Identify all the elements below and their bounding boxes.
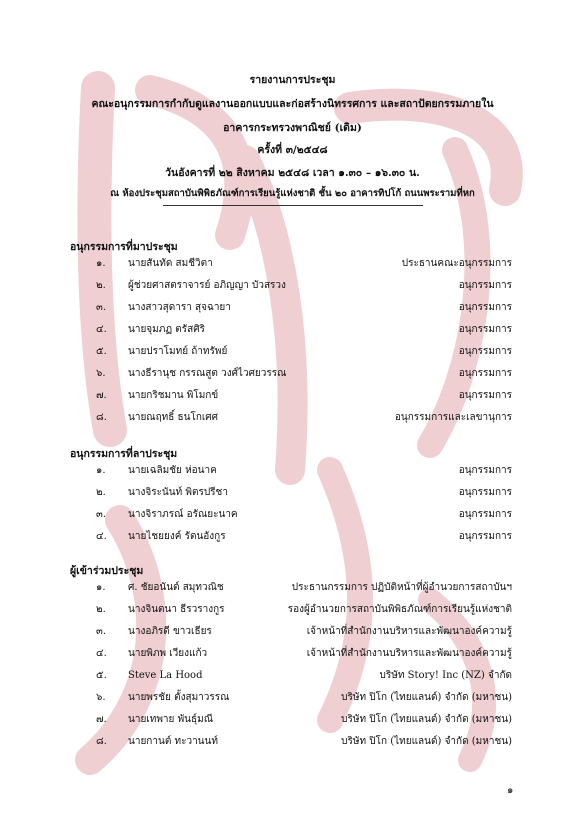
item-number: ๖. [96, 368, 106, 379]
section-heading-present: อนุกรรมการที่มาประชุม [70, 241, 178, 253]
member-name: นางธีรานุช กรรณสูต วงศ์ไวศยวรรณ [128, 368, 287, 379]
member-role: อนุกรรมการ [458, 487, 512, 498]
member-role: อนุกรรมการ [458, 390, 512, 401]
page-number: ๑ [507, 785, 514, 796]
item-number: ๕. [96, 346, 107, 357]
member-role: อนุกรรมการ [458, 302, 512, 313]
member-role: เจ้าหน้าที่สำนักงานบริหารและพัฒนาองค์ความรู้ [306, 648, 512, 659]
member-name: นายปราโมทย์ ถ้าทรัพย์ [128, 346, 228, 357]
member-name: นายเทพาย พันธุ์มณี [128, 714, 213, 725]
member-role: อนุกรรมการ [458, 368, 512, 379]
item-number: ๓. [96, 626, 107, 637]
list-item [70, 646, 512, 662]
member-role: บริษัท ปิโก (ไทยแลนด์) จำกัด (มหาชน) [341, 692, 512, 703]
member-role: อนุกรรมการ [458, 509, 512, 520]
list-item [70, 344, 512, 360]
item-number: ๔. [96, 531, 107, 542]
header-divider [163, 205, 423, 206]
item-number: ๕. [96, 670, 107, 681]
item-number: ๑. [96, 258, 106, 269]
item-number: ๑. [96, 582, 106, 593]
list-item [70, 734, 512, 750]
item-number: ๘. [96, 412, 107, 423]
member-name: นายไชยยงค์ รัตนอังกูร [128, 531, 226, 542]
member-name: นายพรชัย ตั้งสุมาวรรณ [128, 692, 230, 703]
item-number: ๒. [96, 487, 106, 498]
member-name: Steve La Hood [128, 670, 203, 681]
list-item [70, 712, 512, 728]
list-item [70, 463, 512, 479]
member-role: อนุกรรมการ [458, 324, 512, 335]
list-item [70, 485, 512, 501]
member-role: ประธานคณะอนุกรรมการ [401, 258, 512, 269]
item-number: ๗. [96, 390, 107, 401]
list-item [70, 624, 512, 640]
list-item [70, 366, 512, 382]
item-number: ๑. [96, 465, 106, 476]
list-item [70, 410, 512, 426]
meeting-venue: ณ ห้องประชุมสถาบันพิพิธภัณฑ์การเรียนรู้แห่งชาติ ชั้น ๒๐ อาคารทิปโก้ ถนนพระรามที่หก [110, 188, 475, 199]
list-item [70, 668, 512, 684]
list-item [70, 690, 512, 706]
member-role: ประธานกรรมการ ปฏิบัติหน้าที่ผู้อำนวยการสถาบันฯ [291, 582, 512, 593]
building-name: อาคารกระทรวงพาณิชย์ (เดิม) [223, 122, 362, 134]
list-item [70, 580, 512, 596]
list-item [70, 278, 512, 294]
committee-name: คณะอนุกรรมการกำกับดูแลงานออกแบบและก่อสร้างนิทรรศการ และสถาปัตยกรรมภายใน [91, 98, 494, 110]
member-name: นายสันทัด สมชีวิตา [128, 258, 213, 269]
member-role: บริษัท Story! Inc (NZ) จำกัด [379, 670, 512, 681]
list-item [70, 322, 512, 338]
item-number: ๔. [96, 648, 107, 659]
member-name: นางสาวสุดารา สุจฉายา [128, 302, 231, 313]
member-name: นายจุมภฏ ตรัสศิริ [128, 324, 205, 335]
member-role: บริษัท ปิโก (ไทยแลนด์) จำกัด (มหาชน) [341, 736, 512, 747]
member-name: นายพิภพ เวียงแก้ว [128, 648, 208, 659]
item-number: ๓. [96, 302, 107, 313]
member-role: อนุกรรมการ [458, 346, 512, 357]
meeting-datetime: วันอังคารที่ ๒๒ สิงหาคม ๒๕๔๘ เวลา ๑.๓๐ – ๑๖.๓๐ น. [165, 167, 420, 179]
item-number: ๖. [96, 692, 106, 703]
member-name: นางจินตนา ธีรวรางกูร [128, 604, 225, 615]
member-name: นายกริชมาน พิโมกข์ [128, 390, 219, 401]
list-item [70, 602, 512, 618]
list-item [70, 529, 512, 545]
item-number: ๒. [96, 280, 106, 291]
list-item [70, 507, 512, 523]
member-name: ผู้ช่วยศาสตราจารย์ อภิญญา บัวสรวง [128, 280, 286, 291]
section-heading-attendees: ผู้เข้าร่วมประชุม [70, 565, 144, 577]
member-role: อนุกรรมการ [458, 465, 512, 476]
item-number: ๓. [96, 509, 107, 520]
member-name: นายเฉลิมชัย ห่อนาค [128, 465, 217, 476]
doc-title: รายงานการประชุม [249, 74, 336, 86]
member-name: นายกานต์ ทะวานนท์ [128, 736, 218, 747]
member-name: นางจิระนันท์ พิตรปรีชา [128, 487, 228, 498]
list-item [70, 300, 512, 316]
list-item [70, 388, 512, 404]
member-name: นางจิราภรณ์ อรัณยะนาค [128, 509, 238, 520]
item-number: ๗. [96, 714, 107, 725]
item-number: ๔. [96, 324, 107, 335]
section-heading-absent: อนุกรรมการที่ลาประชุม [70, 448, 178, 460]
member-name: ศ. ชัยอนันต์ สมุทวณิช [128, 582, 224, 593]
session-number: ครั้งที่ ๓/๒๕๔๘ [257, 144, 328, 156]
member-role: อนุกรรมการ [458, 280, 512, 291]
item-number: ๘. [96, 736, 107, 747]
member-role: บริษัท ปิโก (ไทยแลนด์) จำกัด (มหาชน) [341, 714, 512, 725]
member-name: นายณฤทธิ์ ธนโกเศศ [128, 412, 218, 423]
member-role: อนุกรรมการและเลขานุการ [394, 412, 512, 423]
member-name: นางอภิรดี ขาวเธียร [128, 626, 212, 637]
item-number: ๒. [96, 604, 106, 615]
list-item [70, 256, 512, 272]
member-role: รองผู้อำนวยการสถาบันพิพิธภัณฑ์การเรียนรู้แห่งชาติ [287, 604, 512, 615]
member-role: อนุกรรมการ [458, 531, 512, 542]
member-role: เจ้าหน้าที่สำนักงานบริหารและพัฒนาองค์ความรู้ [306, 626, 512, 637]
